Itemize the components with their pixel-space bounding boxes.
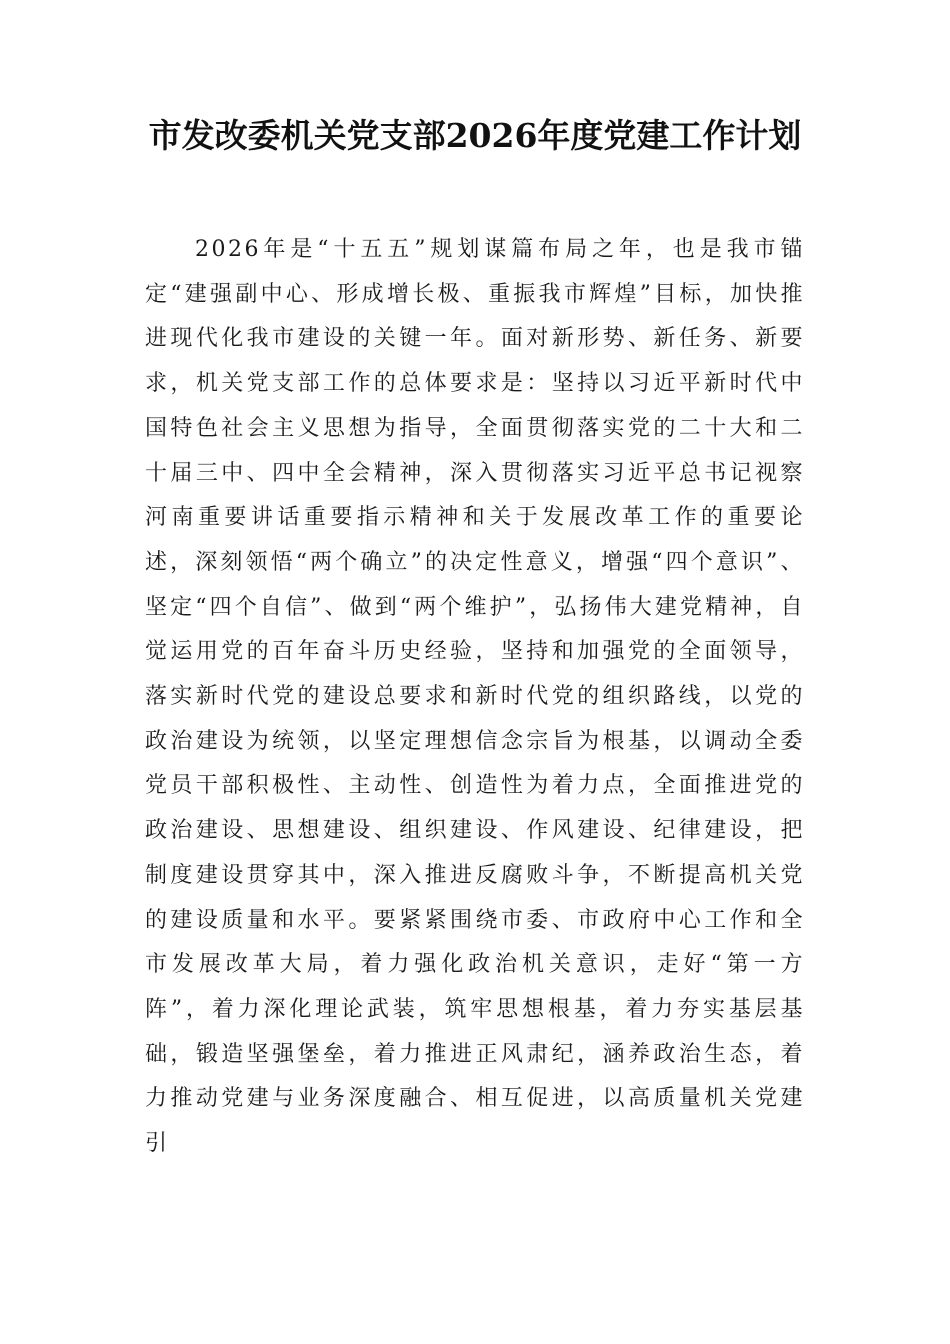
document-title: 市发改委机关党支部2026年度党建工作计划 — [148, 116, 802, 155]
body-paragraph: 2026年是“十五五”规划谋篇布局之年，也是我市锚定“建强副中心、形成增长极、重振我市辉煌”目标，加快推进现代化我市建设的关键一年。面对新形势、新任务、新要求，机关党支部工作的总体要求是：坚持以习近平新时代中国特色社会主义思想为指导，全面贯彻落实党的二十大和二十届三中、四中全会精神，深入贯彻落实习近平总书记视察河南重要讲话重要指示精神和关于发展改革工作的重要论述，深刻领悟“两个确立”的决定性意义，增强“四个意识”、坚定“四个自信”、做到“两个维护”，弘扬伟大建党精神，自觉运用党的百年奋斗历史经验，坚持和加强党的全面领导，落实新时代党的建设总要求和新时代党的组织路线，以党的政治建设为统领，以坚定理想信念宗旨为根基，以调动全委党员干部积极性、主动性、创造性为着力点，全面推进党的政治建设、思想建设、组织建设、作风建设、纪律建设，把制度建设贯穿其中，深入推进反腐败斗争，不断提高机关党的建设质量和水平。要紧紧围绕市委、市政府中心工作和全市发展改革大局，着力强化政治机关意识，走好“第一方阵”，着力深化理论武装，筑牢思想根基，着力夯实基层基础，锻造坚强堡垒，着力推进正风肃纪，涵养政治生态，着力推动党建与业务深度融合、相互促进，以高质量机关党建引 — [145, 237, 805, 1157]
